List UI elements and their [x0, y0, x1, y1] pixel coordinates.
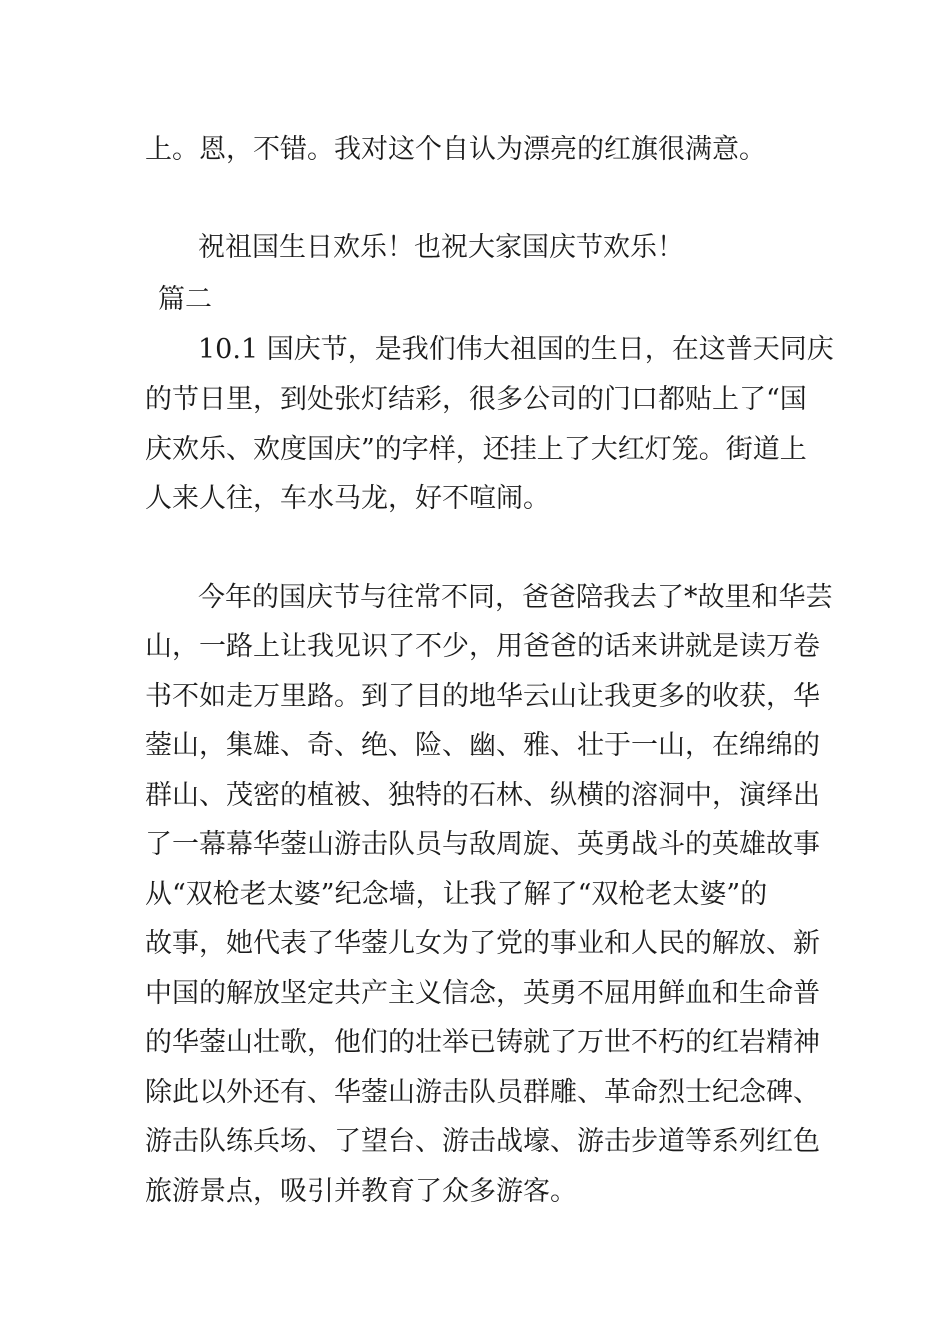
text-line-5: 庆欢乐、欢度国庆”的字样，还挂上了大红灯笼。街道上	[145, 434, 807, 465]
text-line-4: 的节日里，到处张灯结彩，很多公司的门口都贴上了“国	[145, 384, 807, 415]
text-line-6: 人来人往，车水马龙，好不喧闹。	[145, 483, 550, 514]
text-line-2: 祝祖国生日欢乐！也祝大家国庆节欢乐！	[198, 232, 684, 263]
text-line-16: 的华蓥山壮歌，他们的壮举已铸就了万世不朽的红岩精神	[145, 1027, 820, 1058]
text-line-9: 书不如走万里路。到了目的地华云山让我更多的收获，华	[145, 681, 820, 712]
section-heading: 篇二	[158, 284, 212, 315]
text-line-17: 除此以外还有、华蓥山游击队员群雕、革命烈士纪念碑、	[145, 1077, 820, 1108]
text-line-14: 故事，她代表了华蓥儿女为了党的事业和人民的解放、新	[145, 928, 820, 959]
text-line-19: 旅游景点，吸引并教育了众多游客。	[145, 1176, 577, 1207]
text-line-7: 今年的国庆节与往常不同，爸爸陪我去了*故里和华芸	[198, 582, 833, 613]
text-line-13: 从“双枪老太婆”纪念墙，让我了解了“双枪老太婆”的	[145, 879, 768, 910]
text-line-11: 群山、茂密的植被、独特的石林、纵横的溶洞中，演绎出	[145, 780, 820, 811]
text-line-8: 山，一路上让我见识了不少，用爸爸的话来讲就是读万卷	[145, 631, 820, 662]
text-line-15: 中国的解放坚定共产主义信念，英勇不屈用鲜血和生命普	[145, 978, 820, 1009]
text-line-12: 了一幕幕华蓥山游击队员与敌周旋、英勇战斗的英雄故事	[145, 829, 820, 860]
text-line-10: 蓥山，集雄、奇、绝、险、幽、雅、壮于一山，在绵绵的	[145, 730, 820, 761]
text-line-1: 上。恩，不错。我对这个自认为漂亮的红旗很满意。	[145, 134, 766, 165]
text-line-3: 10.1 国庆节，是我们伟大祖国的生日，在这普天同庆	[198, 334, 834, 365]
text-line-18: 游击队练兵场、了望台、游击战壕、游击步道等系列红色	[145, 1126, 820, 1157]
